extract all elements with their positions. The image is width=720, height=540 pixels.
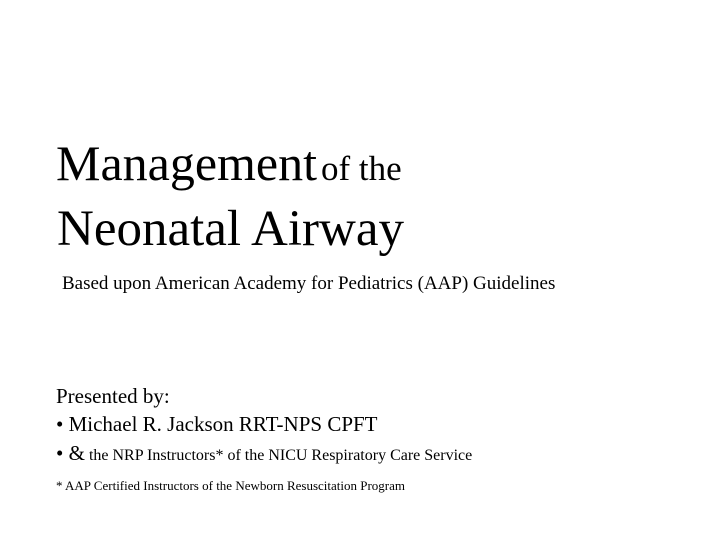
presented-by-heading: Presented by: <box>56 384 170 408</box>
title-management: Management <box>56 135 318 191</box>
footnote: * AAP Certified Instructors of the Newborn Resuscitation Program <box>56 478 406 493</box>
title-neonatal-airway: Neonatal Airway <box>57 201 404 257</box>
presenter-bullet-2-text: the NRP Instructors* of the NICU Respiratory Care Service <box>88 447 473 464</box>
presenter-bullet-2-lead: • & <box>56 441 85 465</box>
subtitle: Based upon American Academy for Pediatrics (AAP) Guidelines <box>62 273 556 294</box>
presenter-bullet-1: • Michael R. Jackson RRT-NPS CPFT <box>56 412 378 436</box>
presenter-bullet-2 <box>56 443 472 464</box>
title-of-the: of the <box>321 149 402 188</box>
title-line-1 <box>56 135 402 191</box>
